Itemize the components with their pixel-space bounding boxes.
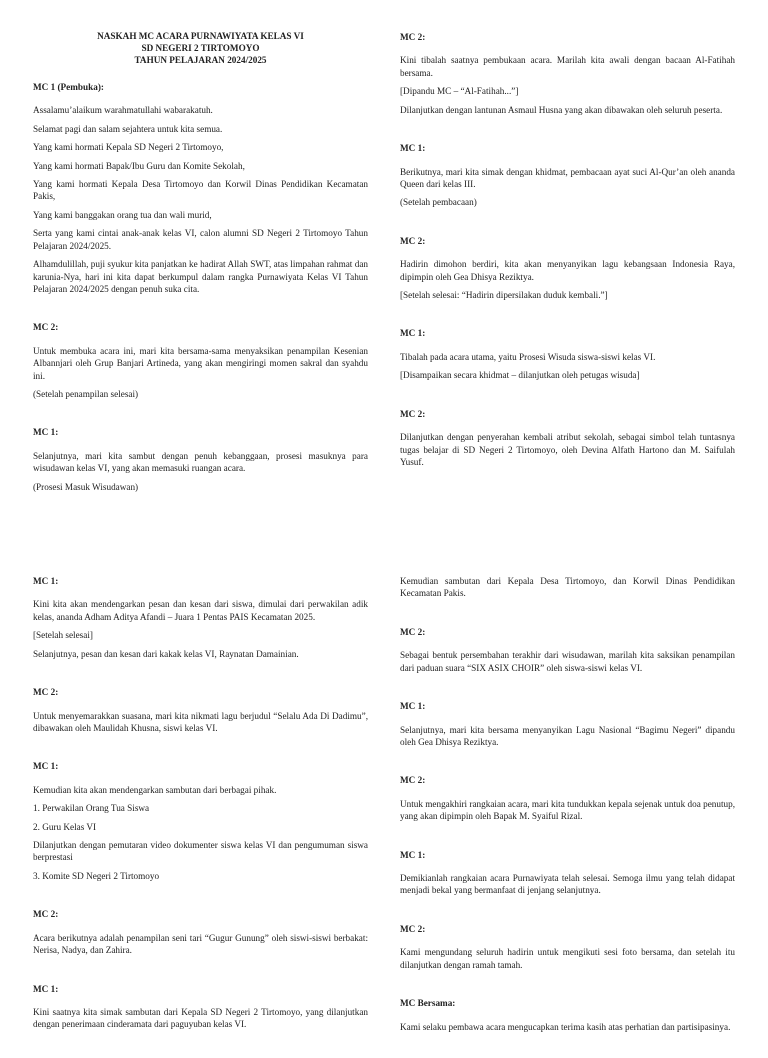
script-paragraph: Serta yang kami cintai anak-anak kelas VI, calon alumni SD Negeri 2 Tirtomoyo Tahun Pelajaran 2024/2025.	[33, 228, 368, 251]
script-paragraph: (Prosesi Masuk Wisudawan)	[33, 481, 139, 492]
script-paragraph: Sebagai bentuk persembahan terakhir dari wisudawan, marilah kita saksikan penampilan dari paduan suara “SIX ASIX CHOIR” oleh siswa-siswi kelas VI.	[400, 650, 735, 673]
script-section	[33, 426, 368, 493]
script-paragraph: Kini kita akan mendengarkan pesan dan kesan dari siswa, dimulai dari perwakilan adik kelas, ananda Adham Aditya Afandi – Juara 1 Pentas PAIS Kecamatan 2025.	[33, 599, 368, 622]
page1-right-column	[400, 31, 735, 474]
speaker-label: MC Bersama:	[400, 998, 456, 1009]
script-paragraph: Kemudian sambutan dari Kepala Desa Tirtomoyo, dan Korwil Dinas Pendidikan Kecamatan Pakis.	[400, 576, 735, 599]
script-paragraph: Acara berikutnya adalah penampilan seni tari “Gugur Gunung” oleh siswi-siswi berbakat: Nerisa, Nadya, dan Zahira.	[33, 932, 368, 956]
speaker-label: MC 1:	[400, 701, 426, 712]
script-paragraph: [Setelah selesai: “Hadirin dipersilakan duduk kembali.”]	[400, 290, 608, 301]
speaker-label: MC 1:	[33, 761, 59, 772]
script-paragraph: Kini saatnya kita simak sambutan dari Kepala SD Negeri 2 Tirtomoyo, yang dilanjutkan dengan penerimaan cinderamata dari paguyuban kelas VI.	[33, 1007, 368, 1030]
script-paragraph: [Setelah selesai]	[33, 630, 93, 641]
speaker-label: MC 1 (Pembuka):	[33, 81, 104, 92]
script-sections	[33, 81, 368, 493]
script-paragraph: Yang kami banggakan orang tua dan wali murid,	[33, 209, 212, 220]
speaker-label: MC 2:	[400, 626, 426, 637]
script-paragraph: Kemudian kita akan mendengarkan sambutan dari berbagai pihak.	[33, 784, 277, 795]
script-paragraph: Selanjutnya, mari kita sambut dengan penuh kebanggaan, prosesi masuknya para wisudawan kelas VI, yang akan memasuki ruangan acara.	[33, 450, 368, 474]
title-line-3: TAHUN PELAJARAN 2024/2025	[134, 54, 267, 65]
script-paragraph: Demikianlah rangkaian acara Purnawiyata telah selesai. Semoga ilmu yang telah didapat menjadi bekal yang bermanfaat di jenjang selanjutnya.	[400, 873, 735, 896]
script-paragraph: 1. Perwakilan Orang Tua Siswa	[33, 803, 150, 814]
title-line-2: SD NEGERI 2 TIRTOMOYO	[141, 42, 260, 53]
page1-left-column	[33, 31, 368, 499]
script-section	[400, 997, 735, 1033]
script-paragraph: Selamat pagi dan salam sejahtera untuk kita semua.	[33, 123, 223, 134]
script-sections	[400, 626, 735, 1033]
script-section	[400, 626, 735, 700]
script-section	[400, 142, 735, 235]
script-sections	[400, 31, 735, 468]
script-section	[400, 700, 735, 774]
script-section	[400, 31, 735, 142]
script-section	[33, 760, 368, 908]
script-section	[400, 774, 735, 848]
speaker-label: MC 2:	[400, 923, 426, 934]
speaker-label: MC 1:	[400, 143, 426, 154]
script-paragraph: 3. Komite SD Negeri 2 Tirtomoyo	[33, 870, 160, 881]
script-section	[400, 923, 735, 997]
script-paragraph: [Disampaikan secara khidmat – dilanjutkan oleh petugas wisuda]	[400, 370, 640, 381]
script-paragraph: (Setelah pembacaan)	[400, 197, 477, 208]
document-title	[33, 31, 368, 67]
speaker-label: MC 1:	[33, 576, 59, 586]
speaker-label: MC 2:	[33, 909, 59, 920]
page2-right-column	[400, 575, 735, 1039]
script-paragraph: (Setelah penampilan selesai)	[33, 389, 139, 400]
script-paragraph: Tibalah pada acara utama, yaitu Prosesi Wisuda siswa-siswi kelas VI.	[400, 351, 656, 362]
script-paragraph: Alhamdulillah, puji syukur kita panjatkan ke hadirat Allah SWT, atas limpahan rahmat dan karunia-Nya, hari ini kita dapat berkumpul dalam rangka Purnawiyata Kelas VI Tahun Pelajaran 2024/2025 dengan penuh suka cita.	[33, 259, 368, 294]
speaker-label: MC 2:	[400, 408, 426, 419]
script-sections	[33, 575, 368, 1031]
script-paragraph: Untuk menyemarakkan suasana, mari kita nikmati lagu berjudul “Selalu Ada Di Dadimu”, dibawakan oleh Maulidah Khusna, siswi kelas VI.	[33, 710, 368, 733]
script-section	[400, 235, 735, 328]
script-paragraph: Kami mengundang seluruh hadirin untuk mengikuti sesi foto bersama, dan setelah itu dilanjutkan dengan ramah tamah.	[400, 947, 735, 970]
script-paragraph: Dilanjutkan dengan lantunan Asmaul Husna yang akan dibawakan oleh seluruh peserta.	[400, 104, 723, 115]
script-section	[33, 686, 368, 760]
script-paragraph: 2. Guru Kelas VI	[33, 821, 97, 832]
speaker-label: MC 2:	[400, 32, 426, 42]
script-paragraph: Untuk mengakhiri rangkaian acara, mari kita tundukkan kepala sejenak untuk doa penutup, yang akan dipimpin oleh Bapak M. Syaiful Rizal.	[400, 798, 735, 822]
script-paragraph: Yang kami hormati Kepala SD Negeri 2 Tirtomoyo,	[33, 142, 224, 153]
speaker-label: MC 2:	[33, 322, 59, 333]
script-paragraph: Hadirin dimohon berdiri, kita akan menyanyikan lagu kebangsaan Indonesia Raya, dipimpin oleh Gea Dhisya Reziktya.	[400, 259, 735, 282]
script-section	[33, 81, 368, 321]
script-section	[400, 408, 735, 469]
speaker-label: MC 2:	[400, 235, 426, 246]
script-paragraph: Yang kami hormati Kepala Desa Tirtomoyo dan Korwil Dinas Pendidikan Kecamatan Pakis,	[33, 178, 368, 202]
script-paragraph: Selanjutnya, pesan dan kesan dari kakak kelas VI, Raynatan Damainian.	[33, 648, 299, 659]
script-paragraph: Assalamu’alaikum warahmatullahi wabarakatuh.	[33, 105, 213, 116]
title-line-1: NASKAH MC ACARA PURNAWIYATA KELAS VI	[97, 31, 304, 41]
script-paragraph: Kini tibalah saatnya pembukaan acara. Marilah kita awali dengan bacaan Al-Fatihah bersama.	[400, 55, 735, 78]
document-page-2	[0, 546, 768, 1058]
script-section	[400, 849, 735, 923]
page2-left-column	[33, 575, 368, 1037]
speaker-label: MC 1:	[400, 328, 426, 339]
speaker-label: MC 1:	[33, 427, 59, 438]
script-section	[33, 908, 368, 982]
script-paragraph: Dilanjutkan dengan pemutaran video dokumenter siswa kelas VI dan pengumuman siswa berprestasi	[33, 840, 368, 863]
speaker-label: MC 2:	[400, 775, 426, 786]
script-paragraph: [Dipandu MC – “Al-Fatihah...”]	[400, 86, 519, 97]
script-paragraph: Kami selaku pembawa acara mengucapkan terima kasih atas perhatian dan partisipasinya.	[400, 1021, 731, 1032]
document-page-1	[0, 0, 768, 512]
script-paragraph: Dilanjutkan dengan penyerahan kembali atribut sekolah, sebagai simbol telah tuntasnya tugas belajar di SD Negeri 2 Tirtomoyo, oleh Devina Alfath Hartono dan M. Saifulah Yusuf.	[400, 432, 735, 468]
script-paragraph: Yang kami hormati Bapak/Ibu Guru dan Komite Sekolah,	[33, 160, 245, 171]
script-paragraph: Selanjutnya, mari kita bersama menyanyikan Lagu Nasional “Bagimu Negeri” dipandu oleh Gea Dhisya Reziktya.	[400, 724, 735, 747]
script-section	[33, 321, 368, 426]
script-section	[400, 327, 735, 407]
script-paragraph: Berikutnya, mari kita simak dengan khidmat, pembacaan ayat suci Al-Qur’an oleh ananda Queen dari kelas III.	[400, 166, 735, 189]
script-section	[33, 575, 368, 686]
speaker-label: MC 1:	[400, 849, 426, 860]
continued-paragraphs	[400, 575, 735, 626]
speaker-label: MC 1:	[33, 983, 59, 994]
script-paragraph: Untuk membuka acara ini, mari kita bersama-sama menyaksikan penampilan Kesenian Albannjari oleh Grup Banjari Artineda, yang akan mengiringi momen sakral dan syahdu ini.	[33, 345, 368, 381]
speaker-label: MC 2:	[33, 687, 59, 698]
